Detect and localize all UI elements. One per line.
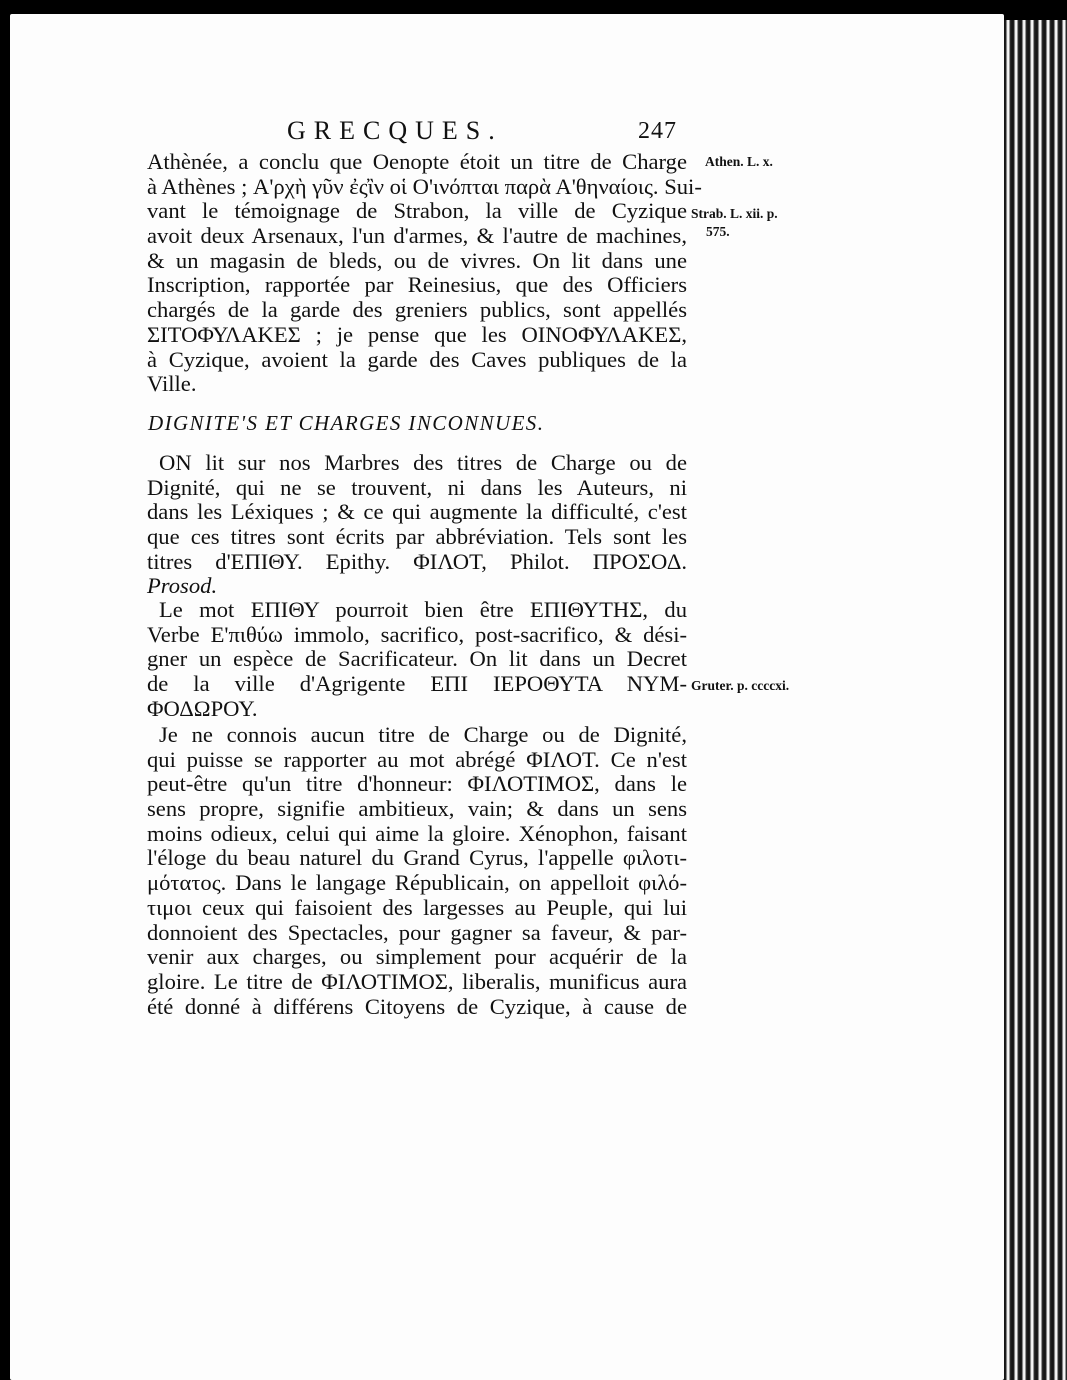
text-line: ΦΟΔΩΡΟΥ. bbox=[147, 695, 258, 721]
paragraph-3 bbox=[147, 598, 687, 721]
text-line: Ville. bbox=[147, 371, 197, 397]
text-line: à Athènes ; Α'ρχὴ γῦν ἐςἲν οἱ Ο'ινόπται παρὰ Α'θηναίοις. Sui- bbox=[147, 173, 702, 199]
text-line: ΣΙΤΟΦΥΛΑΚΕΣ ; je pense que les ΟΙΝΟΦΥΛΑΚΕΣ, bbox=[147, 321, 687, 347]
section-heading: DIGNITE'S ET CHARGES INCONNUES. bbox=[148, 411, 545, 435]
page-stack-edge bbox=[1004, 20, 1067, 1380]
margin-note-strab-page: 575. bbox=[706, 224, 730, 239]
text-line: titres d'ΕΠΙΘΥ. Epithy. ΦΙΛΟΤ, Philot. ΠΡΟΣΟΔ. bbox=[147, 548, 687, 574]
text-line: de la ville d'Agrigente ΕΠΙ ΙΕΡΟΘΥΤΑ ΝΥΜ- bbox=[147, 671, 687, 697]
scan-top-border bbox=[0, 0, 1067, 12]
text-line: peut-être qu'un titre d'honneur: ΦΙΛΟΤΙΜΟΣ, dans le bbox=[147, 771, 687, 797]
text-line: qui puisse se rapporter au mot abrégé ΦΙΛΟΤ. Ce n'est bbox=[147, 746, 687, 772]
text-line: chargés de la garde des greniers publics, sont appellés bbox=[147, 297, 687, 323]
text-line: Verbe Ε'πιθύω immolo, sacrifico, post-sacrifico, & dési- bbox=[147, 621, 687, 647]
text-line: Inscription, rapportée par Reinesius, que des Officiers bbox=[147, 272, 687, 298]
text-line: & un magasin de bleds, ou de vivres. On lit dans une bbox=[147, 247, 687, 273]
text-line: l'éloge du beau naturel du Grand Cyrus, l'appelle φιλοτι- bbox=[147, 845, 687, 871]
text-line: avoit deux Arsenaux, l'un d'armes, & l'autre de machines, bbox=[147, 223, 687, 249]
text-line: τιμοι ceux qui faisoient des largesses au Peuple, qui lui bbox=[147, 894, 687, 920]
text-line: gner un espèce de Sacrificateur. On lit dans un Decret bbox=[147, 646, 687, 672]
text-line: sens propre, signifie ambitieux, vain; & dans un sens bbox=[147, 796, 687, 822]
text-line: que ces titres sont écrits par abbréviation. Tels sont les bbox=[147, 524, 687, 550]
text-line: été donné à différens Citoyens de Cyzique, à cause de bbox=[147, 993, 687, 1019]
margin-note-strab: Strab. L. xii. p. bbox=[691, 206, 778, 221]
header-title: GRECQUES. bbox=[287, 116, 503, 145]
text-line: moins odieux, celui qui aime la gloire. Xénophon, faisant bbox=[147, 820, 687, 846]
text-line: Prosod. bbox=[147, 573, 218, 599]
text-line: dans les Léxiques ; & ce qui augmente la difficulté, c'est bbox=[147, 499, 687, 525]
text-line: gloire. Le titre de ΦΙΛΟΤΙΜΟΣ, liberalis, munificus aura bbox=[147, 968, 687, 994]
text-line: Le mot ΕΠΙΘΥ pourroit bien être ΕΠΙΘΥΤΗΣ, du bbox=[159, 597, 687, 622]
text-line: μότατος. Dans le langage Républicain, on appelloit φιλό- bbox=[147, 870, 687, 896]
text-line: donnoient des Spectacles, pour gagner sa faveur, & par- bbox=[147, 919, 687, 945]
text-line: venir aux charges, ou simplement pour acquérir de la bbox=[147, 944, 687, 970]
text-line: Dignité, qui ne se trouvent, ni dans les Auteurs, ni bbox=[147, 474, 687, 500]
paragraph-4 bbox=[147, 723, 687, 1019]
text-line: à Cyzique, avoient la garde des Caves publiques de la bbox=[147, 346, 687, 372]
margin-note-gruter: Gruter. p. ccccxi. bbox=[691, 678, 790, 693]
page-number: 247 bbox=[638, 118, 677, 144]
text-line: vant le témoignage de Strabon, la ville de Cyzique bbox=[147, 198, 687, 224]
margin-note-athen: Athen. L. x. bbox=[705, 154, 773, 169]
paragraph-1 bbox=[147, 149, 702, 397]
paragraph-2 bbox=[147, 451, 687, 599]
text-line: ON lit sur nos Marbres des titres de Charge ou de bbox=[159, 450, 687, 475]
text-line: Athènée, a conclu que Oenopte étoit un titre de Charge bbox=[147, 149, 687, 174]
text-line: Je ne connois aucun titre de Charge ou de Dignité, bbox=[159, 722, 687, 747]
running-header bbox=[287, 116, 677, 150]
